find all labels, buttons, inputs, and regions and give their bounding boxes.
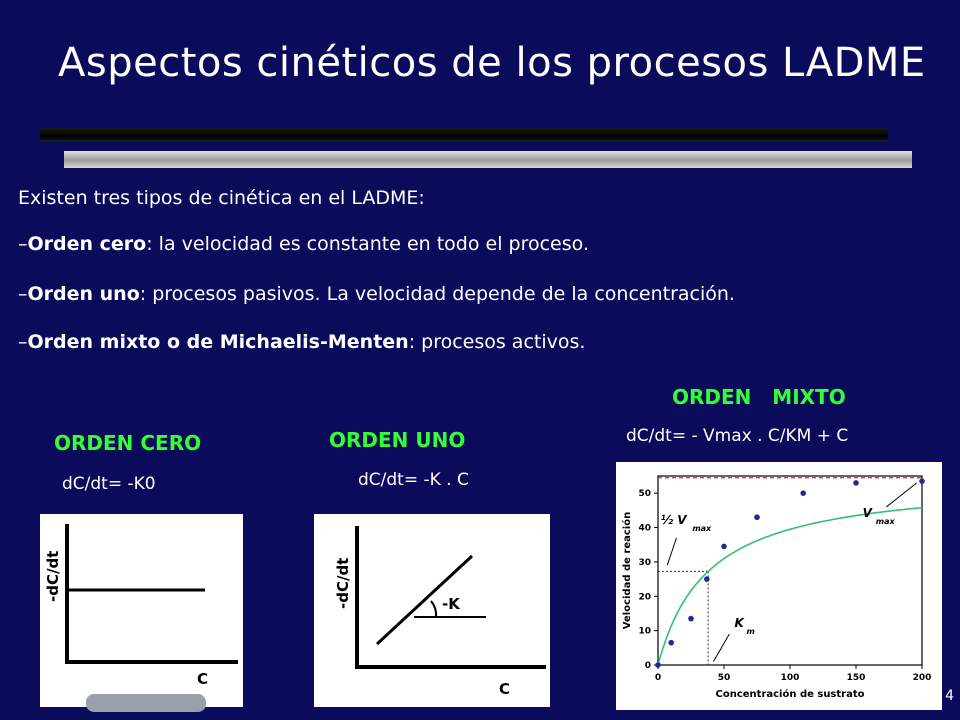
graph-orden-cero-svg [40,514,243,707]
y-tick-label: 10 [638,626,651,637]
y-tick-label: 40 [638,523,651,534]
x-tick-label: 100 [780,673,800,683]
data-point [919,478,925,484]
graph-orden-mixto [616,462,942,710]
half-vmax-annotation: ½ V [660,513,687,528]
slide-number: 4 [945,688,954,704]
x-axis-label: C [197,670,209,688]
x-tick-label: 0 [654,673,662,683]
graph-orden-uno-svg [314,514,550,707]
michaelis-menten-chart [616,462,942,710]
data-point [655,662,661,668]
equation-orden-cero: dC/dt= -K0 [62,474,156,494]
data-point [853,480,859,486]
y-tick-label: 30 [638,557,651,568]
bullet-orden-uno [18,283,735,305]
y-tick-label: 0 [644,661,651,671]
x-tick-label: 150 [846,673,866,683]
angle-label: -K [442,595,460,613]
slide-title: Aspectos cinéticos de los procesos LADME [58,40,926,86]
graph-orden-cero [40,514,243,707]
data-point [668,640,674,646]
bullet-rest: : la velocidad es constante en todo el proceso. [146,233,589,255]
title-divider-light [64,151,912,168]
half-vmax-pointer [667,538,676,565]
y-axis-label: -dC/dt [44,550,62,602]
data-point [688,616,694,622]
data-point [704,576,710,582]
x-axis-label: C [499,680,511,698]
data-point [754,514,760,520]
y-tick-label: 20 [638,592,651,603]
equation-orden-mixto: dC/dt= - Vmax . C/KM + C [626,426,849,446]
plot-frame [658,476,922,665]
equation-orden-uno: dC/dt= -K . C [358,470,469,490]
y-tick-label: 50 [638,489,651,500]
intro-text: Existen tres tipos de cinética en el LADME: [18,187,425,209]
y-axis-label: Velocidad de reación [622,511,633,630]
km-subscript: m [746,627,755,637]
x-tick-label: 200 [912,673,932,683]
bullet-orden-mixto [18,331,585,353]
bullet-prefix: – [18,331,28,353]
graph-orden-uno [314,514,550,707]
vmax-pointer [886,483,916,507]
bullet-orden-cero [18,233,589,255]
km-pointer [713,634,729,661]
bullet-rest: : procesos pasivos. La velocidad depende de la concentración. [139,283,735,305]
bullet-bold: Orden mixto o de Michaelis-Menten [27,331,409,353]
half-vmax-subscript: max [692,523,712,533]
bullet-bold: Orden uno [27,283,140,305]
bullet-prefix: – [18,283,28,305]
y-axis-label: -dC/dt [334,557,352,609]
vmax-annotation: V [862,506,872,521]
x-axis-label: Concentración de sustrato [715,689,865,700]
x-tick-label: 50 [717,673,731,683]
heading-orden-uno: ORDEN UNO [329,428,466,452]
title-divider-dark [40,128,888,142]
heading-orden-mixto: ORDEN MIXTO [672,385,846,409]
heading-orden-cero: ORDEN CERO [54,431,202,455]
footer-decoration [86,694,206,712]
bullet-rest: : procesos activos. [408,331,586,353]
vmax-subscript: max [875,517,895,527]
bullet-prefix: – [18,233,28,255]
data-point [800,490,806,496]
data-point [721,544,727,550]
bullet-bold: Orden cero [27,233,147,255]
km-annotation: K [734,616,744,631]
angle-arc [431,601,436,617]
